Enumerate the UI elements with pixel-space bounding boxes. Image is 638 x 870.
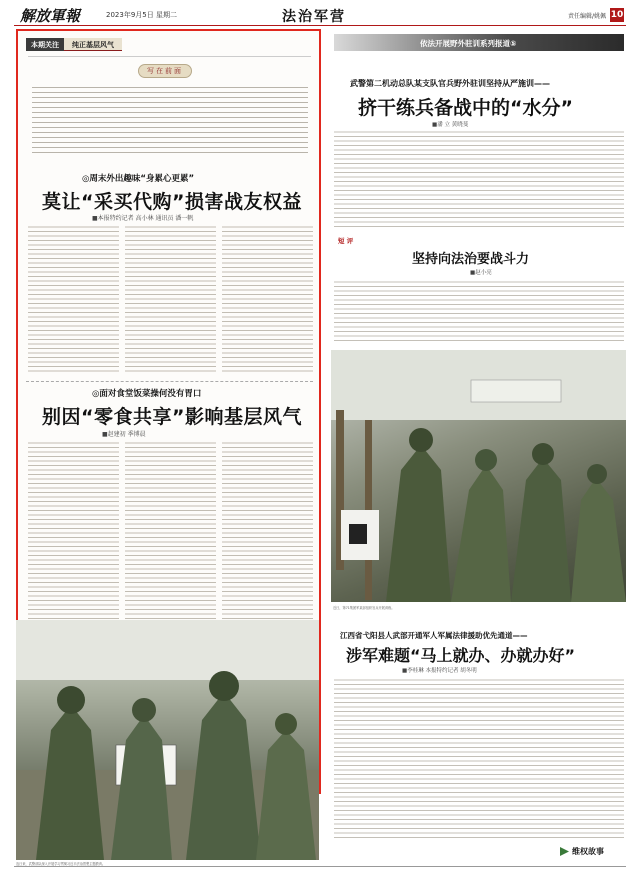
right-article3-byline: ■李桂琳 本报特约记者 胡冬明 — [402, 668, 477, 674]
right-article1-body — [334, 130, 624, 230]
issue-date: 2023年9月5日 星期二 — [106, 11, 177, 19]
photo1-caption: 近日，第71集团军某部组织官兵开展训练。 — [333, 606, 395, 610]
right-article3-headline: 涉军难题“马上就办、办就办好” — [346, 646, 576, 665]
training-photo-illustration — [331, 350, 626, 602]
page-number: 10 — [610, 10, 624, 20]
newspaper-logo: 解放軍報 — [20, 7, 81, 25]
article1-body-column — [28, 225, 119, 375]
section-divider — [26, 381, 313, 382]
masthead — [14, 4, 626, 26]
article1-headline: 莫让“采买代购”损害战友权益 — [42, 191, 302, 213]
article1-body-column — [125, 225, 216, 375]
column-tag — [26, 38, 122, 51]
editor-credit: 责任编辑/姚佩 — [567, 13, 606, 20]
short-comment-label: 短 评 — [338, 237, 354, 245]
story-tag-arrow-icon — [560, 847, 569, 856]
article1-body-column — [222, 225, 313, 375]
right-article1-byline: ■潘 立 黄晓斐 — [432, 122, 469, 128]
column-tag-name: 纯正基层风气 — [64, 38, 122, 51]
story-tag: 维权故事 — [572, 847, 604, 856]
lead-paragraph — [32, 85, 308, 155]
training-photo — [331, 350, 626, 602]
right-article3-body — [334, 678, 624, 838]
article2-byline: ■赵建初 季博晨 — [102, 431, 146, 438]
article1-body — [28, 225, 313, 375]
photo2-caption: 连日来，武警部队深入开展学习贯彻习近平法治思想主题教育。 — [16, 862, 106, 866]
article1-byline: ■本报特约记者 高小林 通讯员 潘一帆 — [92, 215, 194, 222]
right-article2-byline: ■赵小亮 — [470, 270, 492, 276]
lead-label: 写在前面 — [138, 64, 192, 78]
column-tag-label: 本期关注 — [26, 38, 64, 51]
right-article2-headline: 坚持向法治要战斗力 — [412, 252, 530, 267]
right-article3-kicker: 江西省弋阳县人武部开通军人军属法律援助优先通道—— — [340, 631, 528, 640]
footer-rule — [14, 866, 626, 867]
soldiers-photo-illustration — [16, 620, 319, 860]
right-article1-headline: 挤干练兵备战中的“水分” — [358, 97, 573, 119]
right-article1-kicker: 武警第二机动总队某支队官兵野外驻训坚持从严施训—— — [350, 79, 550, 88]
article1-kicker: ◎周末外出趣味“身累心更累” — [82, 174, 195, 184]
right-article2-body — [334, 280, 624, 342]
article2-headline: 别因“零食共享”影响基层风气 — [42, 406, 302, 428]
series-banner-text: 依法开展野外驻训系列报道⑤ — [420, 39, 517, 48]
section-title: 法治军营 — [282, 9, 346, 25]
article2-kicker: ◎面对食堂饭菜操何没有胃口 — [92, 389, 202, 399]
soldiers-photo — [16, 620, 319, 860]
